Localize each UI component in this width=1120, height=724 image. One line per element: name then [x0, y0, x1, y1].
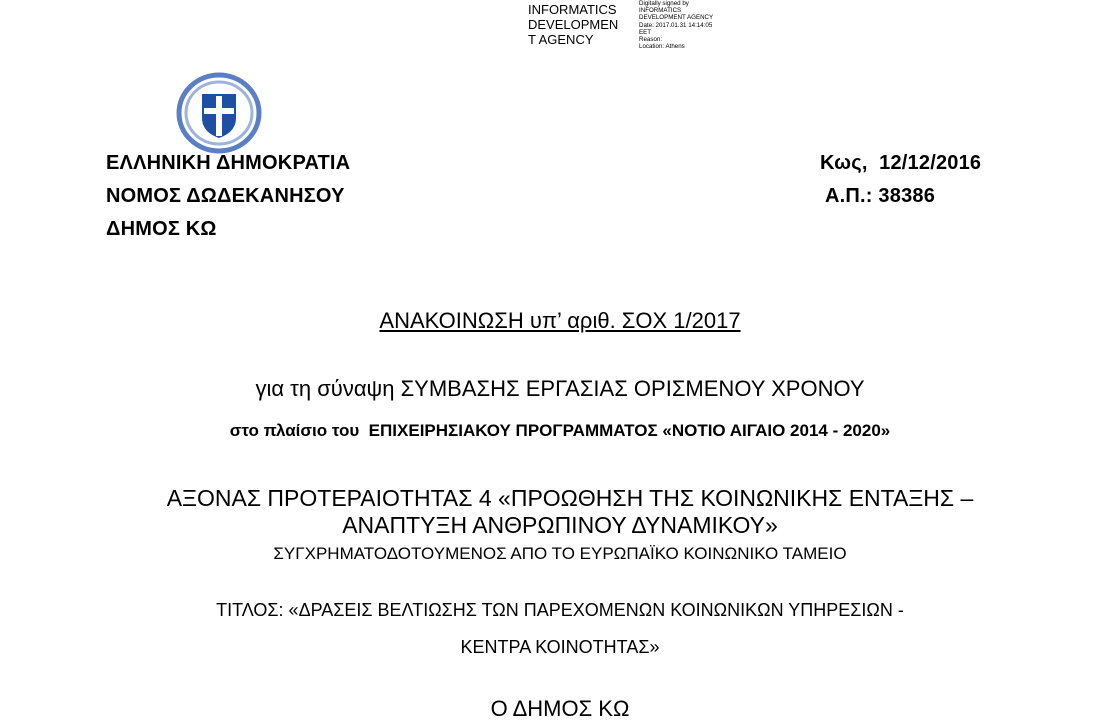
cofunding-line: ΣΥΓΧΡΗΜΑΤΟΔΟΤΟΥΜΕΝΟΣ ΑΠΟ ΤΟ ΕΥΡΩΠΑΪΚΟ ΚΟΙΝΩΝΙΚΟ ΤΑΜΕΙΟ	[273, 544, 847, 563]
project-title-line-1: ΤΙΤΛΟΣ: «ΔΡΑΣΕΙΣ ΒΕΛΤΙΩΣΗΣ ΤΩΝ ΠΑΡΕΧΟΜΕΝΩΝ ΚΟΙΝΩΝΙΚΩΝ ΥΠΗΡΕΣΙΩΝ -	[216, 600, 904, 620]
announcement-title: ΑΝΑΚΟΙΝΩΣΗ υπ’ αριθ. ΣΟΧ 1/2017	[379, 308, 741, 333]
signature-detail-line: INFORMATICS	[639, 7, 682, 15]
greek-state-emblem-icon	[176, 72, 262, 154]
signature-name-line: INFORMATICS	[528, 2, 617, 17]
signature-detail-line: Location: Athens	[639, 43, 685, 51]
program-line: στο πλαίσιο του ΕΠΙΧΕΙΡΗΣΙΑΚΟΥ ΠΡΟΓΡΑΜΜΑΤΟΣ «ΝΟΤΙΟ ΑΙΓΑΙΟ 2014 - 2020»	[229, 421, 891, 440]
signature-detail-line: EET	[639, 28, 652, 36]
municipality-heading: Ο ΔΗΜΟΣ ΚΩ	[490, 696, 630, 721]
signature-detail-line: DEVELOPMENT AGENCY	[639, 14, 714, 22]
signature-name-line: DEVELOPMEN	[528, 17, 619, 32]
place-date: Κως, 12/12/2016	[820, 152, 982, 174]
axis-line-1: ΑΞΟΝΑΣ ΠΡΟΤΕΡΑΙΟΤΗΤΑΣ 4 «ΠΡΟΩΘΗΣΗ ΤΗΣ ΚΟΙΝΩΝΙΚΗΣ ΕΝΤΑΞΗΣ –	[166, 485, 974, 511]
header-country: ΕΛΛΗΝΙΚΗ ΔΗΜΟΚΡΑΤΙΑ	[106, 152, 351, 174]
signature-detail-line: Digitally signed by	[639, 0, 689, 7]
signature-detail-line: Date: 2017.01.31 14:14:05	[639, 21, 713, 29]
signature-detail-line: Reason:	[639, 36, 663, 44]
signature-name-line: T AGENCY	[528, 32, 594, 47]
axis-line-2: ΑΝΑΠΤΥΞΗ ΑΝΘΡΩΠΙΝΟΥ ΔΥΝΑΜΙΚΟΥ»	[342, 512, 778, 538]
signature-details	[639, 0, 713, 50]
project-title-line-2: ΚΕΝΤΡΑ ΚΟΙΝΟΤΗΤΑΣ»	[460, 637, 660, 657]
header-prefecture: ΝΟΜΟΣ ΔΩΔΕΚΑΝΗΣΟΥ	[106, 185, 345, 207]
header-municipality: ΔΗΜΟΣ ΚΩ	[106, 218, 217, 240]
announcement-subtitle: για τη σύναψη ΣΥΜΒΑΣΗΣ ΕΡΓΑΣΙΑΣ ΟΡΙΣΜΕΝΟΥ ΧΡΟΝΟΥ	[255, 376, 865, 401]
protocol-number: Α.Π.: 38386	[825, 185, 936, 207]
signature-signer-name	[528, 2, 618, 47]
